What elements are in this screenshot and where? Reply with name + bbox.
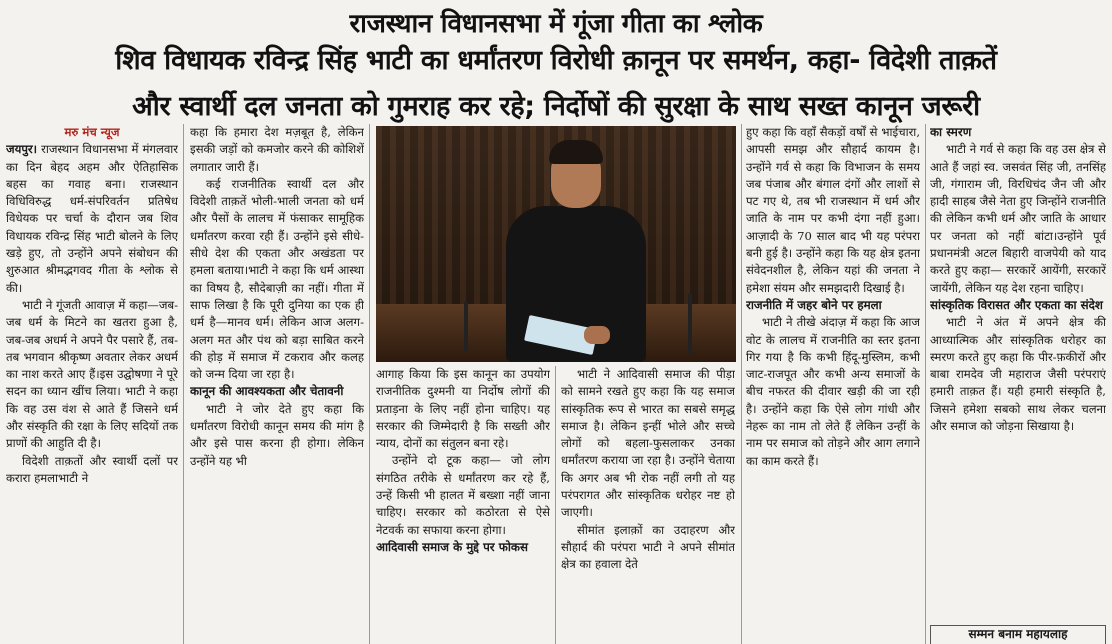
- subheading: राजनीति में जहर बोने पर हमला: [746, 297, 882, 312]
- paragraph: भाटी ने तीखे अंदाज़ में कहा कि आज वोट के लालच में राजनीति का स्तर इतना गिर गया है कि कभी हिंदू-मुस्लिम, कभी जाट-राजपूत और कभी अन्य समाजों के बीच नफरत की दीवार खड़ी की जा रही है। उन्होंने कहा कि ऐसे लोग गांधी और नेहरू का नाम तो लेते हैं लेकिन उन्हीं के नाम पर समाज को तोड़ने और आग लगाने का काम करते हैं।: [746, 315, 920, 468]
- paragraph: भाटी ने गर्व से कहा कि वह उस क्षेत्र से आते हैं जहां स्व. जसवंत सिंह जी, तनसिंह जी, गंगाराम जी, विरधिचंद जैन जी और हादी साहब जैसे नेता हुए जिन्होंने राजनीति की लेकिन कभी धर्म और जाति के आधार पर जनता को नहीं बांटा।उन्होंने पूर्व प्रधानमंत्री अटल बिहारी वाजपेयी को याद करते हुए कहा— सरकारें आयेंगी, सरकारें जायेंगी, लेकिन यह देश रहना चाहिए।: [930, 142, 1106, 295]
- subheading: आदिवासी समाज के मुद्दे पर फोकस: [376, 539, 528, 554]
- article-column-5: [746, 124, 920, 644]
- subheading: सांस्कृतिक विरासत और एकता का संदेश: [930, 297, 1103, 312]
- paragraph: भाटी ने आदिवासी समाज की पीड़ा को सामने रखते हुए कहा कि यह समाज सांस्कृतिक रूप से भारत का सबसे समृद्ध समाज है। लेकिन इन्हीं भोले और सच्चे लोगों को बहला-फुसलाकर उनका धर्मांतरण कराया जा रहा है। उन्होंने चेताया कि अगर अब भी रोक नहीं लगी तो यह परंपरागत और सांस्कृतिक धरोहर नष्ट हो जाएगी।: [561, 367, 735, 520]
- paragraph: सीमांत इलाक़ों का उदाहरण और सौहार्द की परंपरा भाटी ने अपने सीमांत क्षेत्र का हवाला देते: [561, 522, 735, 572]
- paragraph: कहा कि हमारा देश मज़बूत है, लेकिन इसकी जड़ों को कमजोर करने की कोशिशें लगातार जारी हैं।: [190, 125, 364, 174]
- headline-line-3: और स्वार्थी दल जनता को गुमराह कर रहे; निर्दोषों की सुरक्षा के साथ सख्त कानून जरूरी: [132, 91, 980, 122]
- headline-line-2: शिव विधायक रविन्द्र सिंह भाटी का धर्मांतरण विरोधी क़ानून पर समर्थन, कहा- विदेशी ताक़तें: [115, 45, 997, 76]
- article-column-1: [6, 124, 178, 644]
- paragraph: आगाह किया कि इस कानून का उपयोग राजनीतिक दुश्मनी या निर्दोष लोगों की प्रताड़ना के लिए नहीं होना चाहिए। यह सरकार की जिम्मेदारी है कि सख्ती और न्याय, दोनों का संतुलन बना रहे।: [376, 367, 550, 451]
- byline: मरु मंच न्यूज: [64, 125, 120, 139]
- column-divider: [925, 124, 926, 644]
- next-article-heading: सम्मन बनाम महायलाह: [930, 625, 1106, 644]
- paragraph: उन्होंने दो टूक कहा— जो लोग संगठित तरीके से धर्मांतरण कर रहे हैं, उन्हें किसी भी हालत में बख्शा नहीं जाना चाहिए। सरकार को कठोरता से ऐसे नेटवर्क का सफाया करना होगा।: [376, 453, 550, 537]
- subheading: कानून की आवश्यकता और चेतावनी: [190, 384, 344, 399]
- microphone-icon: [688, 294, 692, 354]
- paragraph: हुए कहा कि वहाँ सैकड़ों वर्षों से भाईचारा, आपसी समझ और सौहार्द कायम है। उन्होंने गर्व से कहा कि विभाजन के समय जब पंजाब और बंगाल दंगों और लाशों से पट गए थे, तब भी राजस्थान में धर्म और जाति के नाम पर कभी दंगा नहीं हुआ। आज़ादी के 70 साल बाद भी यह परंपरा बनी हुई है। उन्होंने कहा कि यह क्षेत्र इतना संवेदनशील है, लेकिन यहां की जनता ने हमेशा संयम और समझदारी दिखाई है।: [746, 125, 920, 295]
- article-column-4: [561, 366, 735, 644]
- column-divider: [741, 124, 742, 644]
- microphone-icon: [464, 302, 468, 352]
- article-column-2: [190, 124, 364, 644]
- paragraph: [6, 141, 178, 297]
- column-divider: [555, 366, 556, 644]
- paragraph-text: राजस्थान विधानसभा में मंगलवार का दिन बेहद अहम और ऐतिहासिक बहस का गवाह बना। राजस्थान विधिविरुद्ध धर्म-संपरिवर्तन प्रतिषेध विधेयक पर चर्चा के दौरान जब शिव विधायक रविन्द्र सिंह भाटी बोलने के लिए खड़े हुए, तो उन्होंने अपने संबोधन की शुरुआत श्रीमद्भगवद गीता के श्लोक से की।: [6, 142, 178, 295]
- paragraph: विदेशी ताक़तों और स्वार्थी दलों पर करारा हमलाभाटी ने: [6, 453, 178, 485]
- paragraph: कई राजनीतिक स्वार्थी दल और विदेशी ताक़तें भोली-भाली जनता को धर्म और पैसों के लालच में फंसाकर सामूहिक धर्मांतरण करवा रही हैं। उन्होंने इसे सीधे-सीधे देश की एकता और अखंडता पर हमला बताया।भाटी ने कहा कि धर्म आस्था का विषय है, सौदेबाज़ी का नहीं। गीता में साफ लिखा है कि पूरी दुनिया का एक ही धर्म है—मानव धर्म। लेकिन आज अलग-अलग मत और पंथ को बड़ा साबित करने की होड़ में समाज में टकराव और कलह को जन्म दिया जा रहा है।: [190, 176, 364, 382]
- paragraph: भाटी ने जोर देते हुए कहा कि धर्मांतरण विरोधी कानून समय की मांग है और इसे पास करना ही होगा। लेकिन उन्होंने यह भी: [190, 401, 364, 468]
- column-divider: [183, 124, 184, 644]
- hand-icon: [584, 326, 610, 344]
- subheading: का स्मरण: [930, 125, 972, 139]
- dateline: जयपुर।: [6, 142, 38, 157]
- paragraph: भाटी ने अंत में अपने क्षेत्र की आध्यात्मिक और सांस्कृतिक धरोहर का स्मरण करते हुए कहा कि पीर-फ़कीरों और बाबा रामदेव जी महाराज जैसी परंपराएं हमारी ताक़त हैं। यही हमारी संस्कृति है, जिसने हमेशा सबको साथ लेकर चलना और समाज को जोड़ना सिखाया है।: [930, 315, 1106, 434]
- headline-line-1: राजस्थान विधानसभा में गूंजा गीता का श्लोक: [349, 9, 763, 39]
- speaker-photo-icon: [376, 126, 736, 362]
- paragraph: भाटी ने गूंजती आवाज़ में कहा—जब-जब धर्म के मिटने का खतरा हुआ है, जब-जब अधर्म ने अपने पैर पसारे हैं, तब-तब भगवान श्रीकृष्ण अवतार लेकर अधर्म का नाश करते आए हैं।इस उद्घोषणा ने पूरे सदन का ध्यान खींच लिया। भाटी ने कहा कि वह उस वंश से आते हैं जिसने धर्म और संस्कृति की रक्षा के लिए सदियों तक प्राणों की आहुति दी है।: [6, 297, 178, 451]
- speaker-hair: [549, 140, 603, 164]
- article-column-6: [930, 124, 1106, 644]
- article-column-3: [376, 366, 550, 644]
- column-divider: [369, 124, 370, 644]
